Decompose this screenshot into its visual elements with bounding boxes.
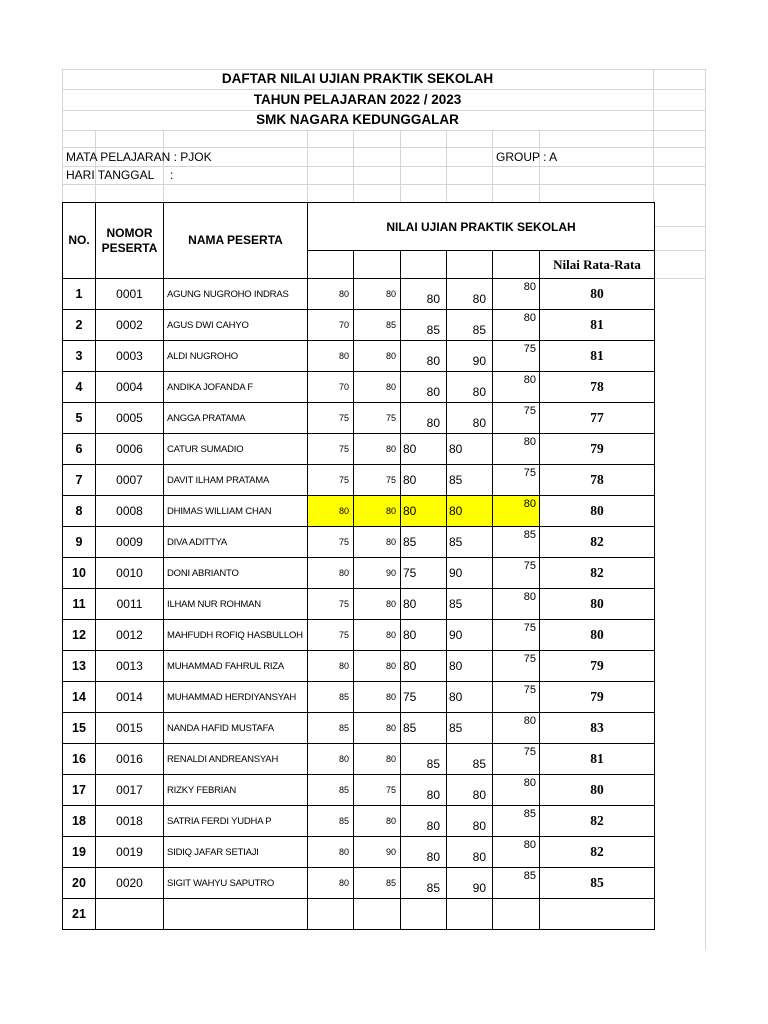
date-label: HARI TANGGAL — [66, 168, 155, 182]
score-5: 80 — [493, 713, 540, 744]
row-number: 2 — [63, 310, 96, 341]
table-row — [63, 527, 655, 558]
score-5: 75 — [493, 744, 540, 775]
row-number: 6 — [63, 434, 96, 465]
score-2: 85 — [354, 868, 401, 899]
academic-year: TAHUN PELAJARAN 2022 / 2023 — [253, 92, 462, 107]
average-score: 79 — [540, 651, 655, 682]
row-number: 11 — [63, 589, 96, 620]
participant-name: SIDIQ JAFAR SETIAJI — [164, 837, 308, 868]
average-score: 82 — [540, 806, 655, 837]
participant-name: CATUR SUMADIO — [164, 434, 308, 465]
header-nama-peserta: NAMA PESERTA — [164, 203, 308, 279]
score-4: 80 — [447, 682, 493, 713]
score-2: 80 — [354, 434, 401, 465]
average-score: 80 — [540, 279, 655, 310]
header-nilai-ujian: NILAI UJIAN PRAKTIK SEKOLAH — [308, 203, 655, 251]
score-5: 75 — [493, 651, 540, 682]
subheader-cell — [401, 251, 447, 279]
participant-name: ANGGA PRATAMA — [164, 403, 308, 434]
table-row — [63, 589, 655, 620]
score-1: 80 — [308, 341, 354, 372]
table-row — [63, 465, 655, 496]
score-2: 80 — [354, 496, 401, 527]
score-1: 80 — [308, 868, 354, 899]
row-number: 13 — [63, 651, 96, 682]
table-row — [63, 806, 655, 837]
score-1: 75 — [308, 589, 354, 620]
score-3: 80 — [401, 589, 447, 620]
row-number: 17 — [63, 775, 96, 806]
score-1: 80 — [308, 837, 354, 868]
row-number: 10 — [63, 558, 96, 589]
score-3: 80 — [401, 341, 447, 372]
participant-number: 0003 — [96, 341, 164, 372]
score-2: 80 — [354, 527, 401, 558]
table-row — [63, 341, 655, 372]
row-number: 8 — [63, 496, 96, 527]
school-name: SMK NAGARA KEDUNGGALAR — [256, 112, 459, 127]
score-5: 80 — [493, 372, 540, 403]
score-3: 80 — [401, 403, 447, 434]
table-row — [63, 372, 655, 403]
average-score: 82 — [540, 558, 655, 589]
score-1: 70 — [308, 372, 354, 403]
score-1: 80 — [308, 279, 354, 310]
score-4: 85 — [447, 713, 493, 744]
table-row — [63, 279, 655, 310]
score-4: 80 — [447, 434, 493, 465]
score-4: 80 — [447, 496, 493, 527]
table-row — [63, 775, 655, 806]
table-row — [63, 682, 655, 713]
participant-name: MUHAMMAD HERDIYANSYAH — [164, 682, 308, 713]
grades-table — [62, 202, 655, 930]
score-1: 80 — [308, 558, 354, 589]
participant-number: 0019 — [96, 837, 164, 868]
row-number: 3 — [63, 341, 96, 372]
score-2: 80 — [354, 682, 401, 713]
table-row — [63, 310, 655, 341]
average-score — [540, 899, 655, 930]
score-3: 80 — [401, 620, 447, 651]
participant-number: 0009 — [96, 527, 164, 558]
participant-number: 0020 — [96, 868, 164, 899]
participant-name: AGUS DWI CAHYO — [164, 310, 308, 341]
participant-name — [164, 899, 308, 930]
row-number: 16 — [63, 744, 96, 775]
table-row — [63, 868, 655, 899]
score-4: 80 — [447, 279, 493, 310]
score-1: 80 — [308, 651, 354, 682]
score-5: 75 — [493, 620, 540, 651]
score-4: 85 — [447, 465, 493, 496]
score-3: 85 — [401, 868, 447, 899]
score-3: 80 — [401, 279, 447, 310]
row-number: 12 — [63, 620, 96, 651]
score-4 — [447, 899, 493, 930]
score-3: 80 — [401, 775, 447, 806]
score-2: 80 — [354, 372, 401, 403]
score-4: 90 — [447, 341, 493, 372]
score-4: 80 — [447, 775, 493, 806]
row-number: 19 — [63, 837, 96, 868]
table-row — [63, 496, 655, 527]
participant-name: AGUNG NUGROHO INDRAS — [164, 279, 308, 310]
average-score: 81 — [540, 744, 655, 775]
participant-name: DAVIT ILHAM PRATAMA — [164, 465, 308, 496]
score-3: 80 — [401, 806, 447, 837]
subject-label: MATA PELAJARAN : PJOK — [66, 150, 212, 164]
score-2: 80 — [354, 651, 401, 682]
score-2: 80 — [354, 279, 401, 310]
average-score: 79 — [540, 434, 655, 465]
score-1: 85 — [308, 806, 354, 837]
participant-number: 0004 — [96, 372, 164, 403]
participant-number: 0017 — [96, 775, 164, 806]
table-row — [63, 434, 655, 465]
participant-number — [96, 899, 164, 930]
group-label: GROUP : A — [496, 150, 558, 164]
score-1: 80 — [308, 496, 354, 527]
score-5: 80 — [493, 279, 540, 310]
header-no: NO. — [63, 203, 96, 279]
score-3: 80 — [401, 651, 447, 682]
row-number: 20 — [63, 868, 96, 899]
average-score: 82 — [540, 527, 655, 558]
table-row — [63, 620, 655, 651]
average-score: 81 — [540, 341, 655, 372]
score-5: 80 — [493, 775, 540, 806]
participant-name: MAHFUDH ROFIQ HASBULLOH — [164, 620, 308, 651]
average-score: 80 — [540, 589, 655, 620]
score-1: 85 — [308, 682, 354, 713]
score-4: 80 — [447, 806, 493, 837]
row-number: 5 — [63, 403, 96, 434]
row-number: 15 — [63, 713, 96, 744]
score-5: 85 — [493, 868, 540, 899]
participant-name: MUHAMMAD FAHRUL RIZA — [164, 651, 308, 682]
score-3 — [401, 899, 447, 930]
participant-name: NANDA HAFID MUSTAFA — [164, 713, 308, 744]
subheader-cell — [354, 251, 401, 279]
average-score: 85 — [540, 868, 655, 899]
participant-name: RIZKY FEBRIAN — [164, 775, 308, 806]
score-2: 90 — [354, 837, 401, 868]
score-2: 80 — [354, 620, 401, 651]
subheader-cell — [493, 251, 540, 279]
table-row — [63, 713, 655, 744]
score-5: 80 — [493, 310, 540, 341]
row-number: 14 — [63, 682, 96, 713]
score-3: 75 — [401, 682, 447, 713]
header-nilai-rata-rata: Nilai Rata-Rata — [540, 251, 655, 279]
score-1: 85 — [308, 713, 354, 744]
average-score: 78 — [540, 465, 655, 496]
average-score: 77 — [540, 403, 655, 434]
score-5: 85 — [493, 806, 540, 837]
participant-name: DONI ABRIANTO — [164, 558, 308, 589]
score-1 — [308, 899, 354, 930]
subheader-cell — [308, 251, 354, 279]
date-separator: : — [170, 168, 174, 182]
score-5: 80 — [493, 589, 540, 620]
row-number: 9 — [63, 527, 96, 558]
participant-number: 0006 — [96, 434, 164, 465]
score-2: 80 — [354, 806, 401, 837]
score-5: 80 — [493, 837, 540, 868]
table-row — [63, 558, 655, 589]
table-row — [63, 651, 655, 682]
average-score: 78 — [540, 372, 655, 403]
score-3: 85 — [401, 744, 447, 775]
average-score: 80 — [540, 620, 655, 651]
score-1: 75 — [308, 403, 354, 434]
score-5: 75 — [493, 403, 540, 434]
score-1: 75 — [308, 527, 354, 558]
participant-name: ALDI NUGROHO — [164, 341, 308, 372]
score-4: 80 — [447, 837, 493, 868]
row-number: 7 — [63, 465, 96, 496]
score-2: 80 — [354, 589, 401, 620]
score-4: 80 — [447, 651, 493, 682]
participant-number: 0012 — [96, 620, 164, 651]
participant-name: ANDIKA JOFANDA F — [164, 372, 308, 403]
participant-number: 0001 — [96, 279, 164, 310]
participant-name: SATRIA FERDI YUDHA P — [164, 806, 308, 837]
score-2: 75 — [354, 775, 401, 806]
participant-number: 0015 — [96, 713, 164, 744]
score-3: 80 — [401, 837, 447, 868]
participant-number: 0010 — [96, 558, 164, 589]
score-4: 85 — [447, 744, 493, 775]
score-3: 85 — [401, 310, 447, 341]
participant-name: RENALDI ANDREANSYAH — [164, 744, 308, 775]
subheader-cell — [447, 251, 493, 279]
score-3: 80 — [401, 434, 447, 465]
header-nomor-peserta: NOMOR PESERTA — [96, 203, 164, 279]
score-3: 75 — [401, 558, 447, 589]
score-4: 90 — [447, 558, 493, 589]
average-score: 82 — [540, 837, 655, 868]
score-4: 85 — [447, 310, 493, 341]
score-1: 70 — [308, 310, 354, 341]
score-1: 80 — [308, 744, 354, 775]
row-number: 4 — [63, 372, 96, 403]
score-2: 85 — [354, 310, 401, 341]
participant-name: DHIMAS WILLIAM CHAN — [164, 496, 308, 527]
score-1: 75 — [308, 465, 354, 496]
table-row — [63, 837, 655, 868]
participant-number: 0011 — [96, 589, 164, 620]
score-3: 80 — [401, 496, 447, 527]
score-2: 80 — [354, 341, 401, 372]
score-2: 80 — [354, 713, 401, 744]
score-2 — [354, 899, 401, 930]
average-score: 79 — [540, 682, 655, 713]
score-5 — [493, 899, 540, 930]
score-3: 85 — [401, 527, 447, 558]
participant-name: SIGIT WAHYU SAPUTRO — [164, 868, 308, 899]
score-1: 75 — [308, 434, 354, 465]
participant-number: 0013 — [96, 651, 164, 682]
average-score: 81 — [540, 310, 655, 341]
average-score: 80 — [540, 775, 655, 806]
score-4: 90 — [447, 620, 493, 651]
right-column-gridlines — [654, 202, 706, 950]
score-5: 75 — [493, 465, 540, 496]
row-number: 18 — [63, 806, 96, 837]
score-4: 80 — [447, 403, 493, 434]
row-number: 1 — [63, 279, 96, 310]
score-1: 85 — [308, 775, 354, 806]
participant-name: DIVA ADITTYA — [164, 527, 308, 558]
score-3: 80 — [401, 372, 447, 403]
score-5: 75 — [493, 682, 540, 713]
participant-number: 0007 — [96, 465, 164, 496]
score-4: 85 — [447, 527, 493, 558]
score-3: 80 — [401, 465, 447, 496]
table-row — [63, 744, 655, 775]
average-score: 83 — [540, 713, 655, 744]
score-5: 75 — [493, 558, 540, 589]
participant-number: 0014 — [96, 682, 164, 713]
participant-name: ILHAM NUR ROHMAN — [164, 589, 308, 620]
row-number: 21 — [63, 899, 96, 930]
score-5: 80 — [493, 496, 540, 527]
score-2: 75 — [354, 403, 401, 434]
average-score: 80 — [540, 496, 655, 527]
score-5: 80 — [493, 434, 540, 465]
participant-number: 0016 — [96, 744, 164, 775]
score-5: 85 — [493, 527, 540, 558]
score-2: 75 — [354, 465, 401, 496]
score-3: 85 — [401, 713, 447, 744]
score-4: 80 — [447, 372, 493, 403]
table-row — [63, 899, 655, 930]
score-2: 90 — [354, 558, 401, 589]
score-5: 75 — [493, 341, 540, 372]
table-row — [63, 403, 655, 434]
participant-number: 0002 — [96, 310, 164, 341]
score-2: 80 — [354, 744, 401, 775]
participant-number: 0005 — [96, 403, 164, 434]
score-1: 75 — [308, 620, 354, 651]
score-4: 90 — [447, 868, 493, 899]
score-4: 85 — [447, 589, 493, 620]
report-title: DAFTAR NILAI UJIAN PRAKTIK SEKOLAH — [221, 71, 494, 86]
participant-number: 0008 — [96, 496, 164, 527]
participant-number: 0018 — [96, 806, 164, 837]
